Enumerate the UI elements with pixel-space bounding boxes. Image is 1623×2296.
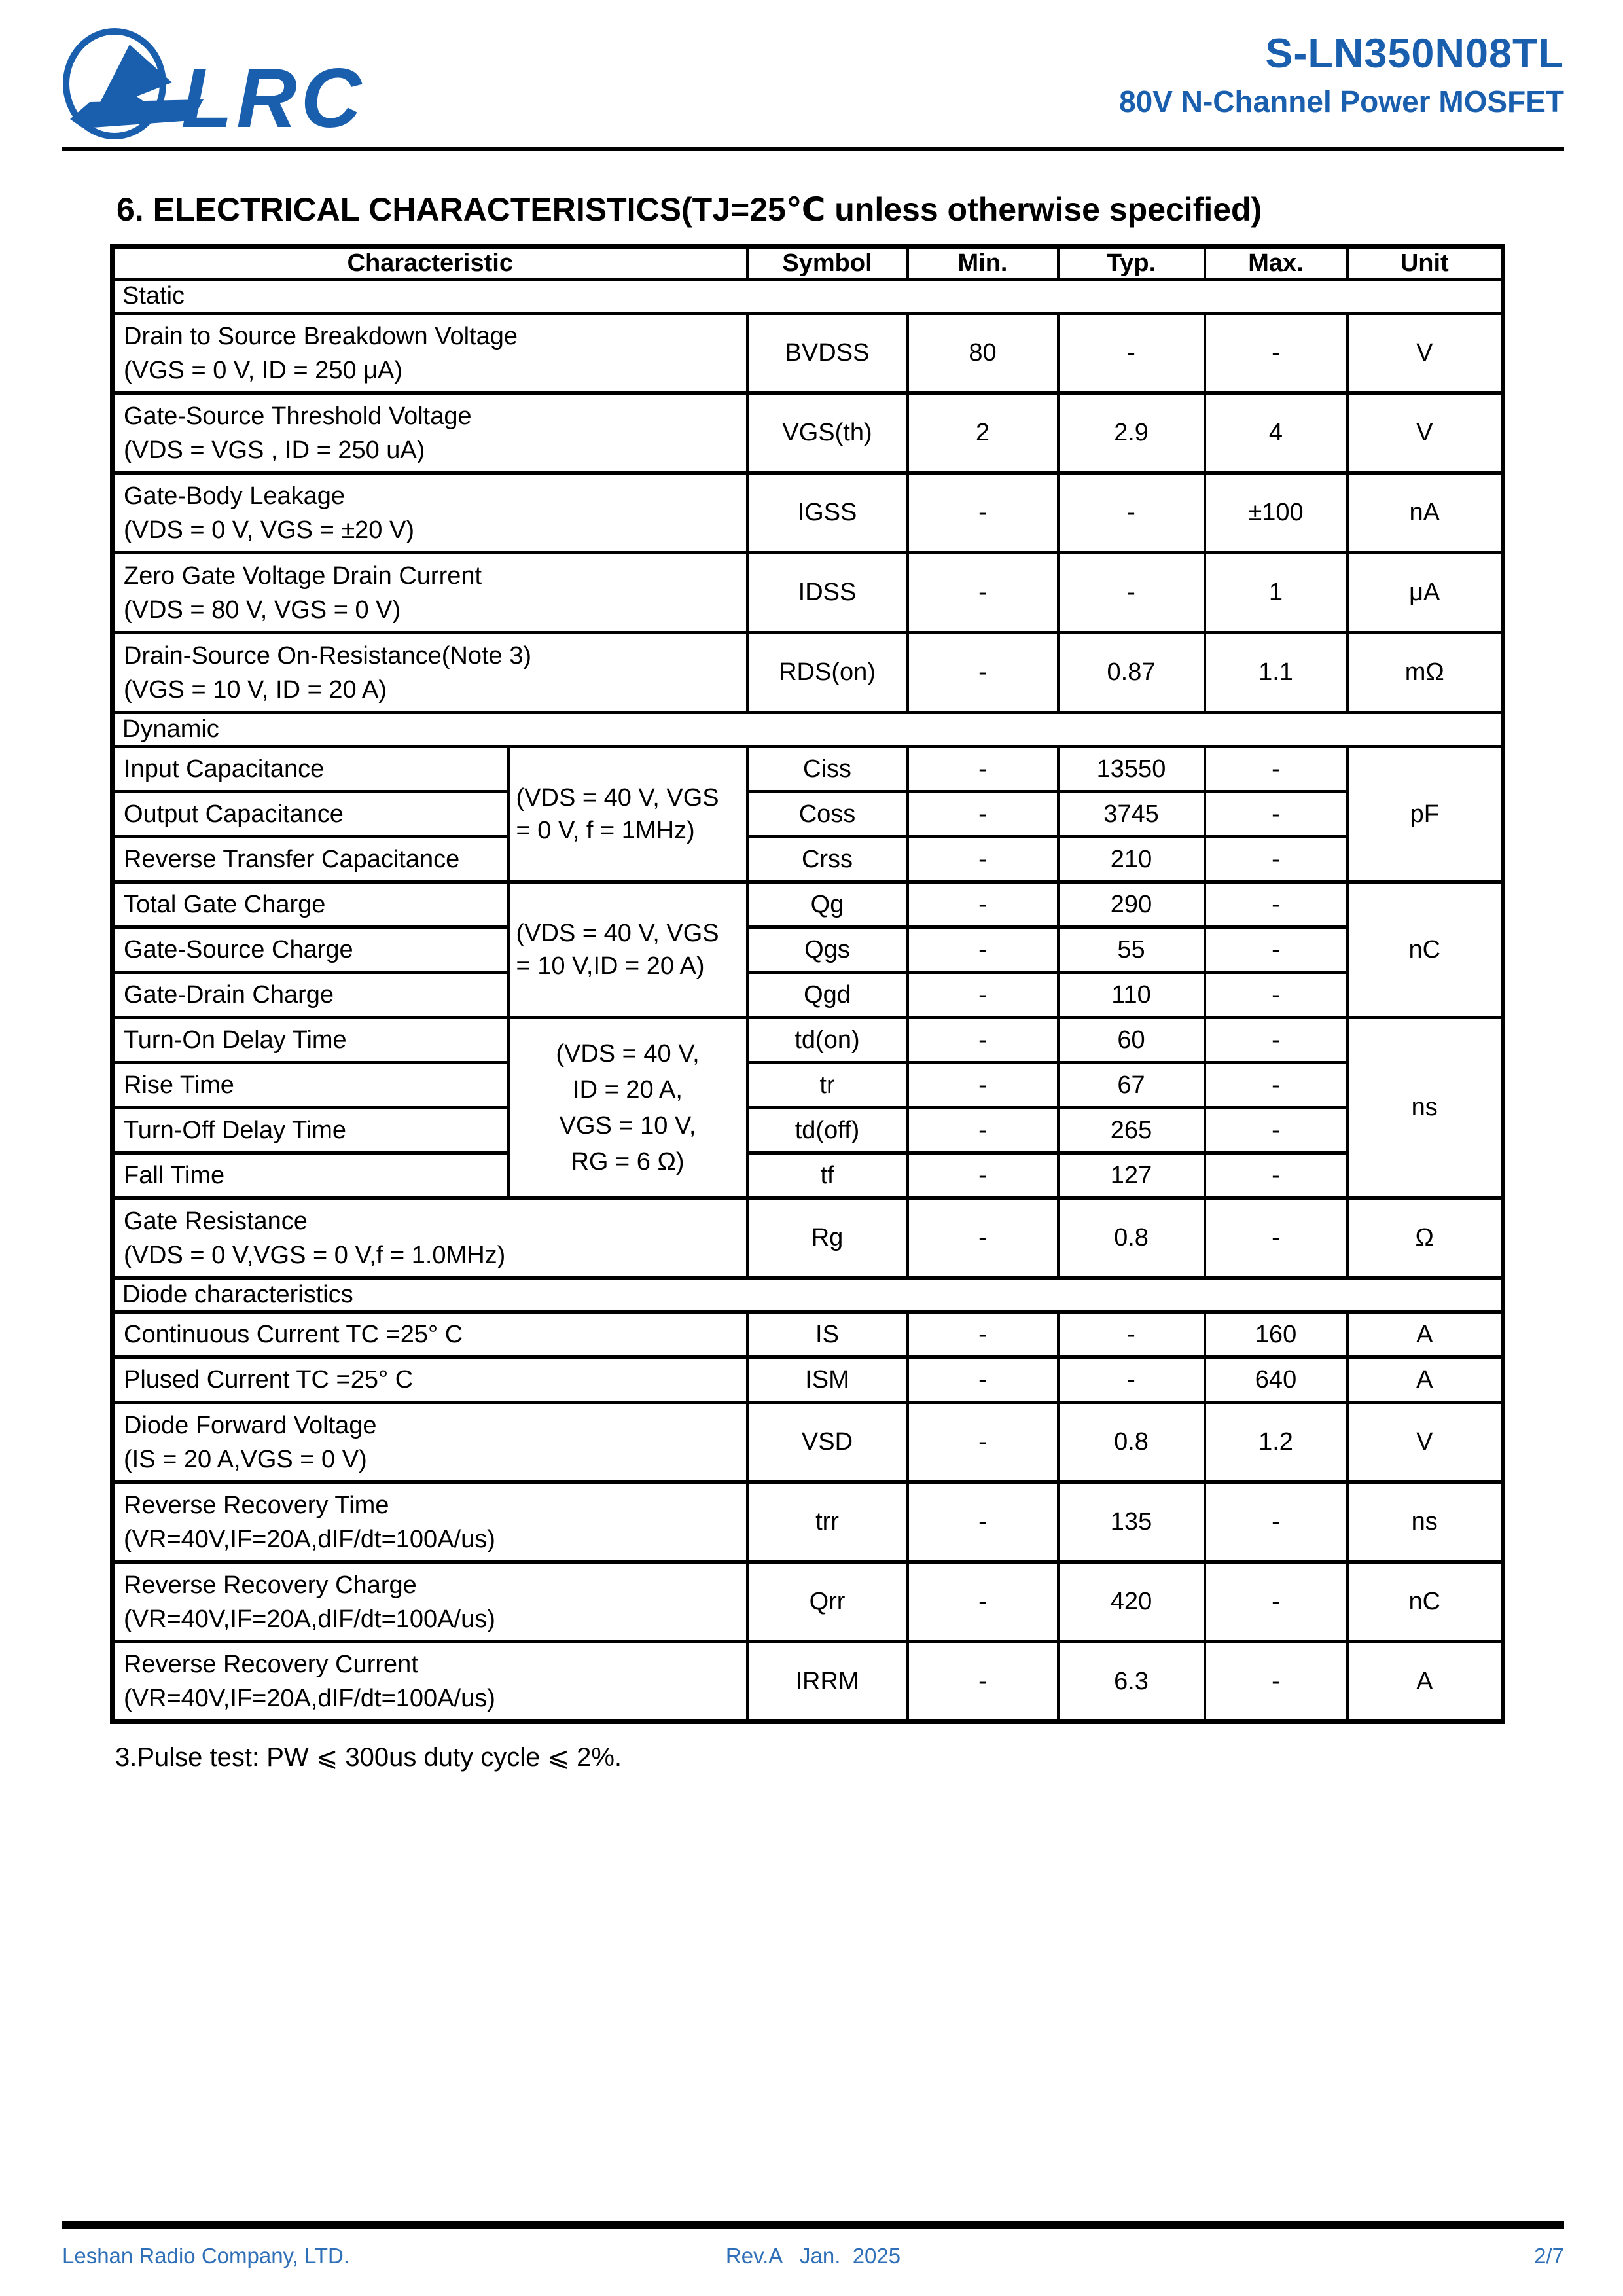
characteristic-cell	[113, 837, 508, 882]
characteristic-cell	[113, 1198, 747, 1278]
table-row	[113, 1153, 1503, 1198]
table-row	[113, 1018, 1503, 1063]
min-value-cell: 2	[908, 393, 1058, 473]
characteristic-line: (VDS = VGS , ID = 250 uA)	[124, 436, 425, 464]
symbol-cell: IRRM	[747, 1642, 908, 1722]
part-number: S-LN350N08TL	[1265, 31, 1564, 77]
min-value-cell: -	[908, 1357, 1058, 1403]
table-row	[113, 393, 1503, 473]
characteristic-cell	[113, 882, 508, 927]
typ-value-cell: -	[1058, 553, 1205, 633]
test-condition-cell	[508, 747, 747, 882]
title-block	[1119, 30, 1564, 119]
characteristic-cell	[113, 1562, 747, 1642]
unit-cell: μA	[1347, 553, 1503, 633]
footer-revision: Rev.A Jan. 2025	[725, 2244, 901, 2268]
test-condition-line: (VDS = 40 V, VGS	[516, 920, 719, 947]
min-value-cell: -	[908, 747, 1058, 792]
characteristic-line: Diode Forward Voltage	[124, 1411, 377, 1439]
symbol-cell: Ciss	[747, 747, 908, 792]
typ-value-cell: 210	[1058, 837, 1205, 882]
table-row	[113, 1312, 1503, 1357]
characteristic-cell	[113, 792, 508, 837]
characteristic-cell	[113, 1312, 747, 1357]
characteristic-cell	[113, 1357, 747, 1403]
test-condition-line: (VDS = 40 V, VGS	[516, 784, 719, 812]
max-value-cell: -	[1205, 973, 1347, 1018]
characteristic-line: Reverse Recovery Time	[124, 1491, 389, 1519]
table-row	[113, 973, 1503, 1018]
characteristic-line: Input Capacitance	[124, 755, 325, 783]
characteristic-line: Gate-Source Charge	[124, 936, 353, 963]
pulse-test-note: 3.Pulse test: PW ⩽ 300us duty cycle ⩽ 2%.	[115, 1743, 622, 1772]
table-section-row	[113, 279, 1503, 314]
characteristic-line: Gate-Body Leakage	[124, 482, 346, 510]
footer-company: Leshan Radio Company, LTD.	[62, 2244, 350, 2268]
max-value-cell: -	[1205, 1108, 1347, 1153]
min-value-cell: -	[908, 1018, 1058, 1063]
typ-value-cell: 67	[1058, 1063, 1205, 1108]
symbol-cell: VSD	[747, 1403, 908, 1482]
symbol-cell: Rg	[747, 1198, 908, 1278]
characteristic-cell	[113, 473, 747, 553]
typ-value-cell: 13550	[1058, 747, 1205, 792]
typ-value-cell: 135	[1058, 1482, 1205, 1562]
characteristic-cell	[113, 927, 508, 973]
table-row	[113, 553, 1503, 633]
characteristic-cell	[113, 1642, 747, 1722]
characteristic-line: Reverse Recovery Current	[124, 1651, 418, 1678]
min-value-cell: -	[908, 973, 1058, 1018]
symbol-cell: td(off)	[747, 1108, 908, 1153]
unit-cell: V	[1347, 393, 1503, 473]
min-value-cell: -	[908, 1482, 1058, 1562]
unit-cell: A	[1347, 1642, 1503, 1722]
unit-cell: ns	[1347, 1482, 1503, 1562]
characteristic-line: Reverse Transfer Capacitance	[124, 846, 460, 873]
electrical-characteristics-table	[110, 244, 1505, 1724]
characteristic-line: Zero Gate Voltage Drain Current	[124, 562, 482, 590]
typ-value-cell: 0.8	[1058, 1198, 1205, 1278]
table-header-row	[113, 247, 1503, 279]
table-row	[113, 792, 1503, 837]
characteristic-line: (VGS = 10 V, ID = 20 A)	[124, 675, 387, 704]
unit-cell: nC	[1347, 882, 1503, 1018]
min-value-cell: -	[908, 473, 1058, 553]
page-header	[0, 0, 1623, 140]
characteristic-line: Turn-On Delay Time	[124, 1026, 347, 1054]
characteristic-line: (IS = 20 A,VGS = 0 V)	[124, 1445, 367, 1473]
max-value-cell: -	[1205, 1482, 1347, 1562]
test-condition-cell	[508, 1018, 747, 1198]
column-header-min: Min.	[908, 247, 1058, 279]
typ-value-cell: -	[1058, 473, 1205, 553]
part-subtitle: 80V N-Channel Power MOSFET	[1119, 84, 1564, 118]
characteristic-cell	[113, 1063, 508, 1108]
page-footer	[62, 2221, 1564, 2269]
symbol-cell: tf	[747, 1153, 908, 1198]
column-header-symbol: Symbol	[747, 247, 908, 279]
symbol-cell: trr	[747, 1482, 908, 1562]
characteristic-line: Rise Time	[124, 1071, 234, 1099]
min-value-cell: 80	[908, 314, 1058, 393]
test-condition-line: (VDS = 40 V,	[556, 1039, 700, 1067]
typ-value-cell: -	[1058, 314, 1205, 393]
max-value-cell: -	[1205, 747, 1347, 792]
table-row	[113, 1198, 1503, 1278]
characteristic-cell	[113, 393, 747, 473]
typ-value-cell: -	[1058, 1357, 1205, 1403]
characteristic-cell	[113, 1482, 747, 1562]
symbol-cell: IGSS	[747, 473, 908, 553]
characteristic-cell	[113, 747, 508, 792]
max-value-cell: 4	[1205, 393, 1347, 473]
characteristic-line: Output Capacitance	[124, 800, 344, 828]
unit-cell: A	[1347, 1357, 1503, 1403]
min-value-cell: -	[908, 633, 1058, 713]
unit-cell: Ω	[1347, 1198, 1503, 1278]
table-row	[113, 927, 1503, 973]
characteristic-line: Drain-Source On-Resistance(Note 3)	[124, 641, 532, 670]
min-value-cell: -	[908, 553, 1058, 633]
column-header-typ: Typ.	[1058, 247, 1205, 279]
footer-page-number: 2/7	[1534, 2244, 1564, 2268]
characteristic-cell	[113, 314, 747, 393]
test-condition-line: = 10 V,ID = 20 A)	[516, 952, 705, 980]
section-title: 6. ELECTRICAL CHARACTERISTICS(TJ=25℃ unless otherwise specified)	[116, 191, 1262, 228]
max-value-cell: -	[1205, 837, 1347, 882]
max-value-cell: 640	[1205, 1357, 1347, 1403]
symbol-cell: Coss	[747, 792, 908, 837]
characteristic-line: Fall Time	[124, 1162, 225, 1189]
table-row	[113, 1403, 1503, 1482]
symbol-cell: Qg	[747, 882, 908, 927]
table-row	[113, 837, 1503, 882]
characteristic-line: Turn-Off Delay Time	[124, 1117, 346, 1144]
max-value-cell: -	[1205, 792, 1347, 837]
symbol-cell: VGS(th)	[747, 393, 908, 473]
typ-value-cell: 2.9	[1058, 393, 1205, 473]
characteristic-line: (VGS = 0 V, ID = 250 μA)	[124, 356, 403, 384]
unit-cell: nC	[1347, 1562, 1503, 1642]
typ-value-cell: 290	[1058, 882, 1205, 927]
characteristic-line: Gate-Drain Charge	[124, 981, 334, 1009]
typ-value-cell: -	[1058, 1312, 1205, 1357]
table-row	[113, 473, 1503, 553]
unit-cell: mΩ	[1347, 633, 1503, 713]
typ-value-cell: 6.3	[1058, 1642, 1205, 1722]
characteristic-line: Total Gate Charge	[124, 891, 326, 918]
characteristic-cell	[113, 1403, 747, 1482]
characteristic-line: (VR=40V,IF=20A,dIF/dt=100A/us)	[124, 1525, 495, 1553]
test-condition-line: VGS = 10 V,	[559, 1111, 696, 1139]
table-section-row	[113, 1278, 1503, 1312]
max-value-cell: -	[1205, 1642, 1347, 1722]
unit-cell: pF	[1347, 747, 1503, 882]
max-value-cell: 1.1	[1205, 633, 1347, 713]
unit-cell: A	[1347, 1312, 1503, 1357]
typ-value-cell: 3745	[1058, 792, 1205, 837]
symbol-cell: tr	[747, 1063, 908, 1108]
characteristic-line: Plused Current TC =25° C	[124, 1366, 414, 1393]
test-condition-line: = 0 V, f = 1MHz)	[516, 817, 695, 844]
unit-cell: ns	[1347, 1018, 1503, 1198]
symbol-cell: Qgd	[747, 973, 908, 1018]
typ-value-cell: 265	[1058, 1108, 1205, 1153]
symbol-cell: BVDSS	[747, 314, 908, 393]
unit-cell: V	[1347, 1403, 1503, 1482]
max-value-cell: -	[1205, 1562, 1347, 1642]
test-condition-cell	[508, 882, 747, 1018]
min-value-cell: -	[908, 882, 1058, 927]
max-value-cell: 160	[1205, 1312, 1347, 1357]
test-condition-line: ID = 20 A,	[573, 1075, 683, 1103]
min-value-cell: -	[908, 1198, 1058, 1278]
typ-value-cell: 0.8	[1058, 1403, 1205, 1482]
min-value-cell: -	[908, 837, 1058, 882]
min-value-cell: -	[908, 1562, 1058, 1642]
characteristic-line: Continuous Current TC =25° C	[124, 1321, 463, 1348]
typ-value-cell: 110	[1058, 973, 1205, 1018]
typ-value-cell: 420	[1058, 1562, 1205, 1642]
logo-letters: LRC	[181, 52, 366, 140]
characteristic-cell	[113, 1108, 508, 1153]
characteristic-cell	[113, 553, 747, 633]
unit-cell: nA	[1347, 473, 1503, 553]
symbol-cell: Crss	[747, 837, 908, 882]
characteristic-line: Gate Resistance	[124, 1207, 308, 1235]
symbol-cell: Qrr	[747, 1562, 908, 1642]
table-row	[113, 1108, 1503, 1153]
header-divider	[62, 147, 1564, 151]
characteristic-cell	[113, 633, 747, 713]
section-label-cell: Static	[113, 279, 1503, 314]
test-condition-line: RG = 6 Ω)	[571, 1147, 685, 1175]
table-row	[113, 1562, 1503, 1642]
table-row	[113, 314, 1503, 393]
symbol-cell: td(on)	[747, 1018, 908, 1063]
min-value-cell: -	[908, 927, 1058, 973]
max-value-cell: -	[1205, 1063, 1347, 1108]
typ-value-cell: 55	[1058, 927, 1205, 973]
min-value-cell: -	[908, 1403, 1058, 1482]
symbol-cell: RDS(on)	[747, 633, 908, 713]
table-row	[113, 747, 1503, 792]
min-value-cell: -	[908, 1108, 1058, 1153]
min-value-cell: -	[908, 1312, 1058, 1357]
max-value-cell: -	[1205, 1198, 1347, 1278]
min-value-cell: -	[908, 1642, 1058, 1722]
min-value-cell: -	[908, 1063, 1058, 1108]
characteristic-cell	[113, 973, 508, 1018]
unit-cell: V	[1347, 314, 1503, 393]
table-row	[113, 1642, 1503, 1722]
max-value-cell: -	[1205, 1018, 1347, 1063]
characteristic-line: (VDS = 0 V, VGS = ±20 V)	[124, 516, 414, 544]
table-row	[113, 882, 1503, 927]
max-value-cell: -	[1205, 314, 1347, 393]
column-header-characteristic: Characteristic	[113, 247, 747, 279]
table-section-row	[113, 713, 1503, 747]
max-value-cell: 1.2	[1205, 1403, 1347, 1482]
footer-divider	[62, 2221, 1564, 2229]
column-header-unit: Unit	[1347, 247, 1503, 279]
table-row	[113, 633, 1503, 713]
symbol-cell: Qgs	[747, 927, 908, 973]
table-row	[113, 1357, 1503, 1403]
section-label-cell: Dynamic	[113, 713, 1503, 747]
max-value-cell: -	[1205, 882, 1347, 927]
typ-value-cell: 0.87	[1058, 633, 1205, 713]
min-value-cell: -	[908, 1153, 1058, 1198]
characteristic-line: (VDS = 80 V, VGS = 0 V)	[124, 596, 401, 624]
symbol-cell: IDSS	[747, 553, 908, 633]
characteristic-line: Drain to Source Breakdown Voltage	[124, 322, 518, 350]
characteristic-line: Reverse Recovery Charge	[124, 1571, 417, 1599]
typ-value-cell: 60	[1058, 1018, 1205, 1063]
characteristic-line: (VDS = 0 V,VGS = 0 V,f = 1.0MHz)	[124, 1241, 506, 1269]
typ-value-cell: 127	[1058, 1153, 1205, 1198]
max-value-cell: -	[1205, 927, 1347, 973]
section-label-cell: Diode characteristics	[113, 1278, 1503, 1312]
table-row	[113, 1063, 1503, 1108]
max-value-cell: -	[1205, 1153, 1347, 1198]
symbol-cell: ISM	[747, 1357, 908, 1403]
max-value-cell: 1	[1205, 553, 1347, 633]
characteristic-line: (VR=40V,IF=20A,dIF/dt=100A/us)	[124, 1605, 495, 1633]
characteristic-cell	[113, 1018, 508, 1063]
min-value-cell: -	[908, 792, 1058, 837]
characteristic-line: (VR=40V,IF=20A,dIF/dt=100A/us)	[124, 1685, 495, 1712]
table-row	[113, 1482, 1503, 1562]
max-value-cell: ±100	[1205, 473, 1347, 553]
characteristic-line: Gate-Source Threshold Voltage	[124, 402, 472, 430]
characteristic-cell	[113, 1153, 508, 1198]
symbol-cell: IS	[747, 1312, 908, 1357]
lrc-logo	[62, 27, 370, 140]
column-header-max: Max.	[1205, 247, 1347, 279]
